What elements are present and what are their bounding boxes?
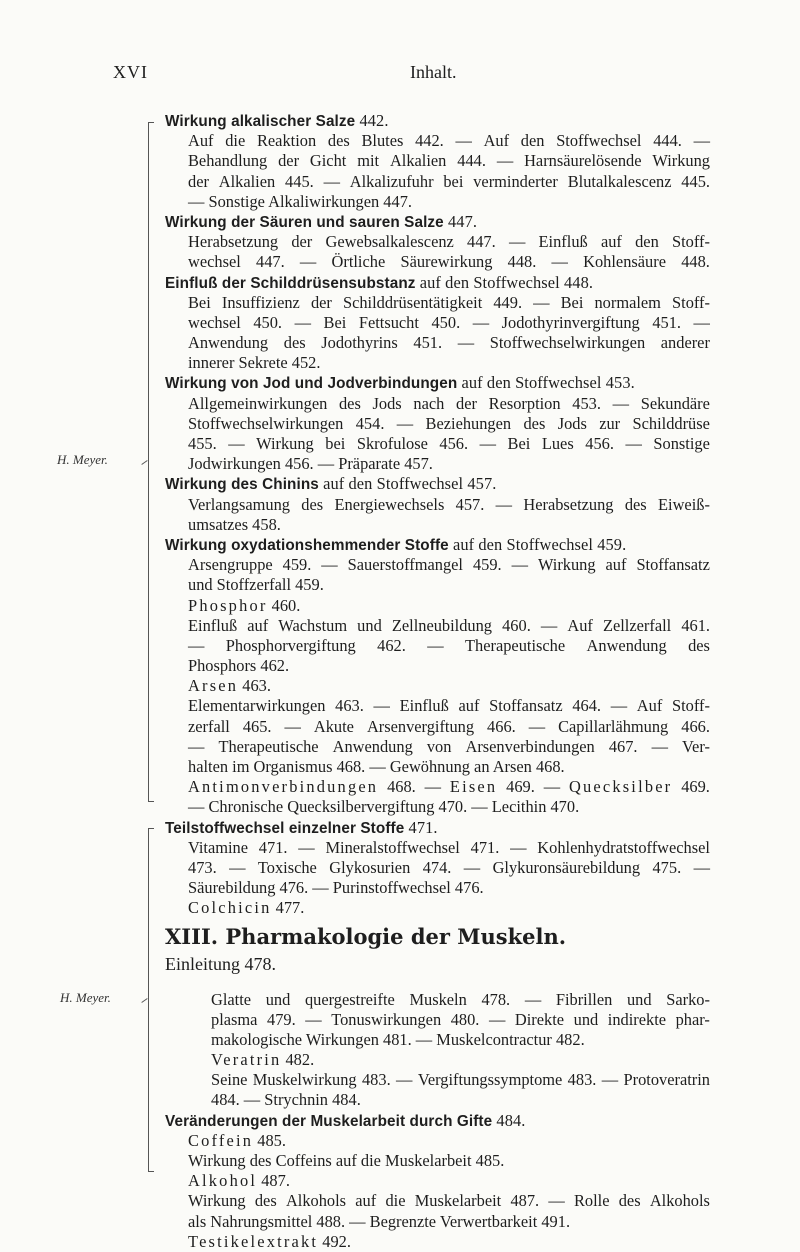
toc-line: Behandlung der Gicht mit Alkalien 444. — Harnsäurelösende Wirkung [188, 151, 710, 171]
toc-line: Seine Muskelwirkung 483. — Vergiftungssymptome 483. — Protoveratrin [211, 1070, 710, 1090]
toc-line: als Nahrungsmittel 488. — Begrenzte Verwertbarkeit 491. [188, 1211, 571, 1231]
toc-line: innerer Sekrete 452. [188, 353, 321, 373]
toc-line: Wirkung des Alkohols auf die Muskelarbeit 487. — Rolle des Alkohols [188, 1191, 710, 1211]
toc-line: Auf die Reaktion des Blutes 442. — Auf den Stoffwechsel 444. — [188, 131, 710, 151]
chapter-heading: XIII. Pharmakologie der Muskeln. [165, 923, 567, 949]
section-heading: Einfluß der Schilddrüsensubstanz auf den Stoffwechsel 448. [165, 272, 594, 292]
toc-line: Herabsetzung der Gewebsalkalescenz 447. — Einfluß auf den Stoff- [188, 232, 710, 252]
section-heading: Wirkung des Chinins auf den Stoffwechsel 457. [165, 474, 497, 494]
toc-line: — Phosphorvergiftung 462. — Therapeutische Anwendung des [188, 635, 710, 655]
toc-line: Jodwirkungen 456. — Präparate 457. [188, 454, 433, 474]
margin-brace-1 [148, 122, 149, 802]
toc-line: wechsel 447. — Örtliche Säurewirkung 448. — Kohlensäure 448. [188, 252, 710, 272]
toc-line: Vitamine 471. — Mineralstoffwechsel 471. — Kohlenhydratstoffwechsel [188, 837, 710, 857]
toc-line: Elementarwirkungen 463. — Einfluß auf Stoffansatz 464. — Auf Stoff- [188, 696, 710, 716]
toc-line: Phosphor 460. [188, 595, 301, 615]
section-heading: Veränderungen der Muskelarbeit durch Gifte 484. [165, 1110, 526, 1130]
toc-line: Einfluß auf Wachstum und Zellneubildung 460. — Auf Zellzerfall 461. [188, 615, 710, 635]
section-heading: Wirkung der Säuren und sauren Salze 447. [165, 211, 478, 231]
toc-line: Verlangsamung des Energiewechsels 457. — Herabsetzung des Eiweiß- [188, 494, 710, 514]
toc-line: Bei Insuffizienz der Schilddrüsentätigkeit 449. — Bei normalem Stoff- [188, 292, 710, 312]
toc-line: umsatzes 458. [188, 514, 281, 534]
toc-line: Säurebildung 476. — Purinstoffwechsel 476. [188, 878, 484, 898]
margin-brace-2 [148, 828, 149, 1172]
toc-line: Glatte und quergestreifte Muskeln 478. — Fibrillen und Sarko- [211, 989, 710, 1009]
toc-line: Testikelextrakt 492. [188, 1231, 351, 1251]
toc-line: Veratrin 482. [211, 1050, 315, 1070]
toc-line: Arsen 463. [188, 676, 271, 696]
toc-line: 484. — Strychnin 484. [211, 1090, 361, 1110]
toc-line: 473. — Toxische Glykosurien 474. — Glykuronsäurebildung 475. — [188, 857, 710, 877]
toc-line: makologische Wirkungen 481. — Muskelcontractur 482. [211, 1029, 585, 1049]
toc-line: wechsel 450. — Bei Fettsucht 450. — Jodothyrinvergiftung 451. — [188, 312, 710, 332]
page-number: XVI [113, 62, 148, 82]
toc-line: — Chronische Quecksilbervergiftung 470. — Lecithin 470. [188, 797, 580, 817]
toc-line: Einleitung 478. [165, 953, 276, 974]
toc-line: Anwendung des Jodothyrins 451. — Stoffwechselwirkungen anderer [188, 333, 710, 353]
toc-line: zerfall 465. — Akute Arsenvergiftung 466. — Capillarlähmung 466. [188, 716, 710, 736]
section-heading: Wirkung oxydationshemmender Stoffe auf den Stoffwechsel 459. [165, 534, 627, 554]
toc-line: Coffein 485. [188, 1130, 286, 1150]
margin-author-note-2: H. Meyer. [60, 990, 111, 1005]
section-heading: Wirkung alkalischer Salze 442. [165, 111, 389, 130]
toc-line: 455. — Wirkung bei Skrofulose 456. — Bei Lues 456. — Sonstige [188, 434, 710, 453]
toc-line: Alkohol 487. [188, 1171, 290, 1191]
table-of-contents [165, 111, 710, 1252]
running-title: Inhalt. [410, 62, 457, 82]
toc-line: Colchicin 477. [188, 898, 305, 918]
toc-line: — Therapeutische Anwendung von Arsenverbindungen 467. — Ver- [188, 736, 710, 756]
section-heading: Teilstoffwechsel einzelner Stoffe 471. [165, 817, 438, 837]
toc-line: plasma 479. — Tonuswirkungen 480. — Direkte und indirekte phar- [211, 1009, 710, 1029]
toc-line: und Stoffzerfall 459. [188, 575, 324, 595]
page-header [0, 62, 800, 86]
section-heading: Wirkung von Jod und Jodverbindungen auf den Stoffwechsel 453. [165, 373, 635, 393]
toc-line: Wirkung des Coffeins auf die Muskelarbeit 485. [188, 1151, 505, 1170]
toc-line: Antimonverbindungen 468. — Eisen 469. — Quecksilber 469. [188, 777, 710, 797]
toc-line: Arsengruppe 459. — Sauerstoffmangel 459. — Wirkung auf Stoffansatz [188, 555, 710, 575]
toc-line: — Sonstige Alkaliwirkungen 447. [188, 191, 412, 211]
toc-line: Allgemeinwirkungen des Jods nach der Resorption 453. — Sekundäre [188, 393, 710, 413]
toc-line: Phosphors 462. [188, 656, 290, 676]
toc-line: Stoffwechselwirkungen 454. — Beziehungen des Jods zur Schilddrüse [188, 413, 710, 433]
toc-line: der Alkalien 445. — Alkalizufuhr bei verminderter Blutalkalescenz 445. [188, 171, 710, 191]
toc-line [165, 978, 710, 990]
toc-line: halten im Organismus 468. — Gewöhnung an Arsen 468. [188, 757, 565, 776]
margin-author-note-1: H. Meyer. [57, 452, 108, 467]
